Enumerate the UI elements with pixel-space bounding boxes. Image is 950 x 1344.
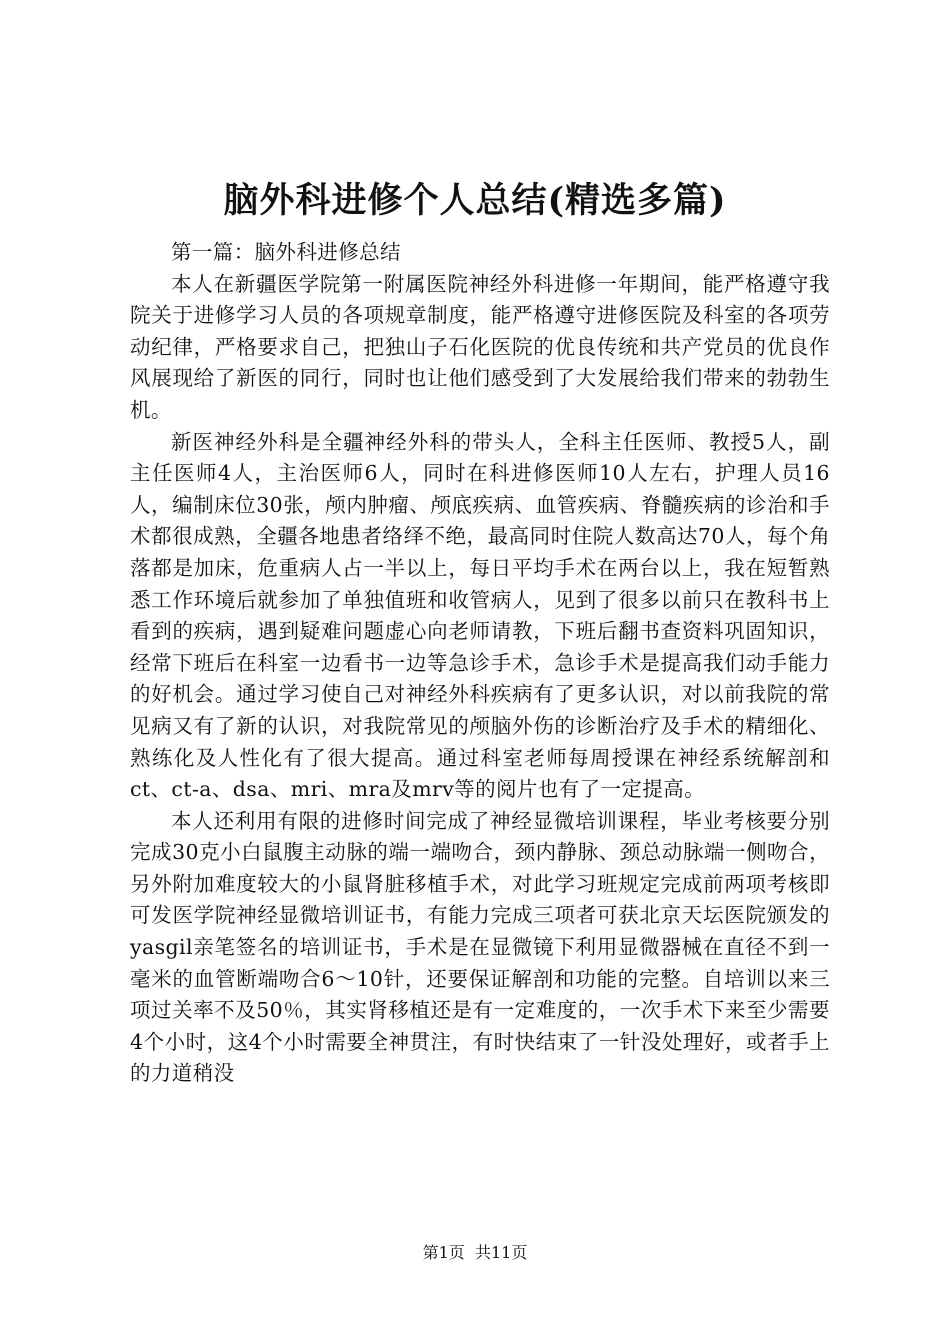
body-paragraph: 新医神经外科是全疆神经外科的带头人，全科主任医师、教授5人，副主任医师4人，主治医师6人，同时在科进修医师10人左右，护理人员16人，编制床位30张，颅内肿瘤、颅底疾病、血管疾病、脊髓疾病的诊治和手术都很成熟，全疆各地患者络绎不绝，最高同时住院人数高达70人，每个角落都是加床，危重病人占一半以上，每日平均手术在两台以上，我在短暂熟悉工作环境后就参加了单独值班和收管病人，见到了很多以前只在教科书上看到的疾病，遇到疑难问题虚心向老师请教，下班后翻书查资料巩固知识，经常下班后在科室一边看书一边等急诊手术，急诊手术是提高我们动手能力的好机会。通过学习使自己对神经外科疾病有了更多认识，对以前我院的常见病又有了新的认识，对我院常见的颅脑外伤的诊断治疗及手术的精细化、熟练化及人性化有了很大提高。通过科室老师每周授课在神经系统解剖和ct、ct-a、dsa、mri、mra及mrv等的阅片也有了一定提高。: [130, 429, 830, 802]
document-body: [130, 237, 830, 1090]
page-footer: [0, 1243, 950, 1263]
page-number: 第1页: [422, 1243, 465, 1262]
section-heading: 第一篇：脑外科进修总结: [171, 240, 401, 264]
body-paragraph: 本人还利用有限的进修时间完成了神经显微培训课程，毕业考核要分别完成30克小白鼠腹主动脉的端一端吻合，颈内静脉、颈总动脉端一侧吻合，另外附加难度较大的小鼠肾脏移植手术，对此学习班规定完成前两项考核即可发医学院神经显微培训证书，有能力完成三项者可获北京天坛医院颁发的yasgil亲笔签名的培训证书，手术是在显微镜下利用显微器械在直径不到一毫米的血管断端吻合6～10针，还要保证解剖和功能的完整。自培训以来三项过关率不及50％，其实肾移植还是有一定难度的，一次手术下来至少需要4个小时，这4个小时需要全神贯注，有时快结束了一针没处理好，或者手上的力道稍没: [130, 808, 830, 1086]
body-paragraph: 本人在新疆医学院第一附属医院神经外科进修一年期间，能严格遵守我院关于进修学习人员的各项规章制度，能严格遵守进修医院及科室的各项劳动纪律，严格要求自己，把独山子石化医院的优良传统和共产党员的优良作风展现给了新医的同行，同时也让他们感受到了大发展给我们带来的勃勃生机。: [130, 271, 830, 422]
total-pages: 共11页: [474, 1243, 528, 1262]
document-title: 脑外科进修个人总结(精选多篇): [223, 180, 727, 221]
